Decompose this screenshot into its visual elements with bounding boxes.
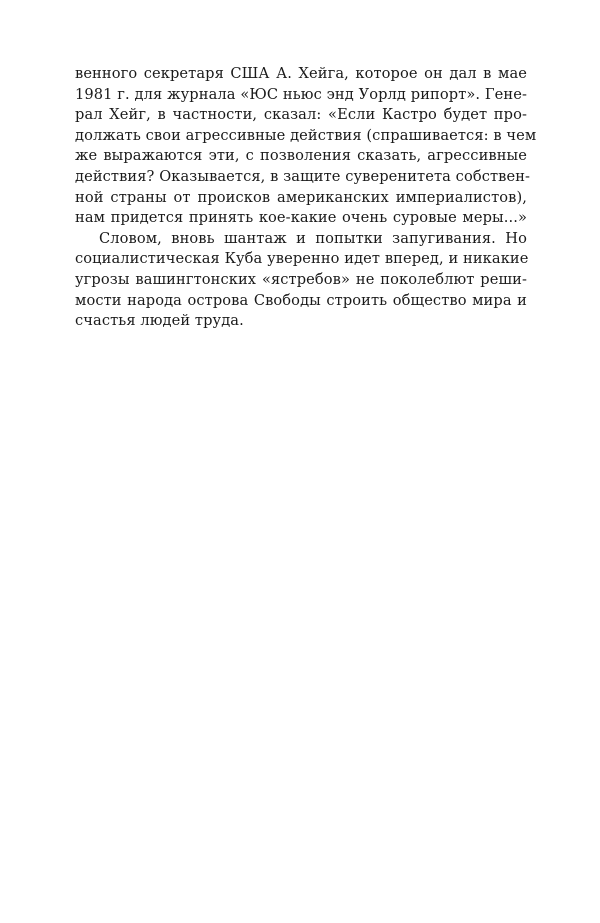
text-line: действия? Оказывается, в защите суверенитета собствен- [75,167,531,185]
paragraph-2 [75,229,527,332]
text-line: венного секретаря США А. Хейга, которое он дал в мае [75,65,527,82]
paragraph-1 [75,64,537,229]
text-line: должать свои агрессивные действия (спрашивается: в чем [75,126,537,144]
text-line: нам придется принять кое-какие очень суровые меры...» [75,209,527,227]
text-line: счастья людей труда. [75,312,244,330]
text-line: 1981 г. для журнала «ЮС ньюс энд Уорлд рипорт». Гене- [75,85,527,103]
text-line: угрозы вашингтонских «ястребов» не поколеблют реши- [75,270,527,288]
text-line: мости народа острова Свободы строить общество мира и [75,291,527,309]
text-line: ной страны от происков американских империалистов), [75,188,527,206]
text-line: же выражаются эти, с позволения сказать, агрессивные [75,147,527,165]
body-text [75,64,537,332]
text-line: социалистическая Куба уверенно идет вперед, и никакие [75,250,529,268]
text-line: Словом, вновь шантаж и попытки запугивания. Но [99,229,527,247]
text-line: рал Хейг, в частности, сказал: «Если Кастро будет про- [75,106,527,124]
